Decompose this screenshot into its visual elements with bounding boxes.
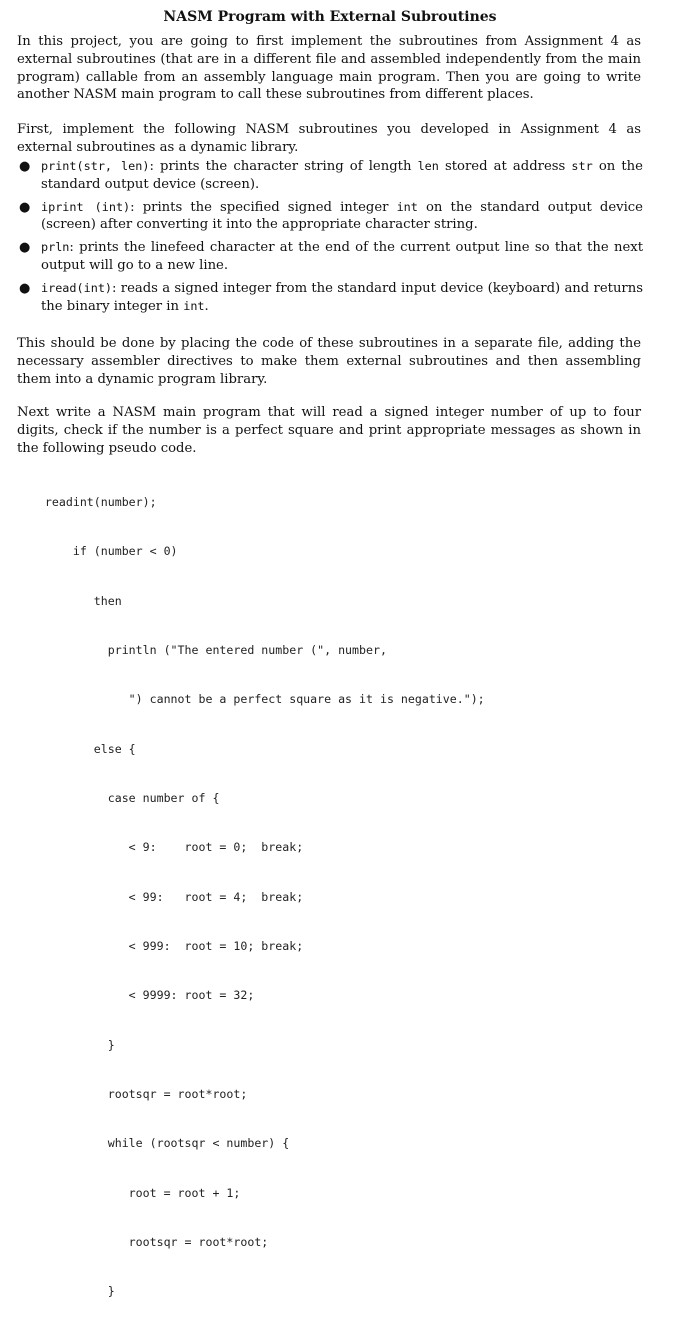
code-line: println ("The entered number (", number, (17, 642, 387, 657)
code-line: root = root + 1; (17, 1185, 241, 1200)
code-line: } (17, 1037, 115, 1052)
page-title: NASM Program with External Subroutines (163, 9, 497, 25)
code-line: < 9999: root = 32; (17, 988, 255, 1003)
code-line: } (17, 1284, 115, 1299)
code-line: rootsqr = root*root; (17, 1235, 269, 1250)
next-paragraph: Next write a NASM main program that will read a signed integer number of up to four digits, check if the number is a perfect square and print appropriate messages as shown in the following pseudo code. (17, 405, 641, 456)
subroutine-list (17, 158, 643, 320)
code-line: < 999: root = 10; break; (17, 939, 304, 953)
code-line: then (17, 593, 122, 608)
code-line: < 99: root = 4; break; (17, 889, 304, 904)
bullet-icon: ● (19, 240, 31, 256)
list-item: ● prln: prints the linefeed character at the end of the current output line so that the next output will go to a new line. (19, 240, 643, 273)
code-line: readint(number); (17, 494, 157, 509)
code-line: case number of { (17, 790, 220, 805)
code-line: ") cannot be a perfect square as it is negative."); (17, 692, 485, 707)
bullet-icon: ● (19, 199, 31, 215)
bullet-icon: ● (19, 159, 31, 174)
intro-paragraph: In this project, you are going to first implement the subroutines from Assignment 4 as external subroutines (that are in a different file and assembled independently from the main program) callable from an assembly language main program. Then you are going to write another NASM main program to call these subroutines from different places. (17, 34, 641, 103)
library-paragraph: This should be done by placing the code of these subroutines in a separate file, adding the necessary assembler directives to make them external subroutines and then assembling them into a dynamic program library. (17, 336, 641, 387)
bullet-icon: ● (19, 280, 31, 296)
code-line: if (number < 0) (17, 544, 178, 559)
first-paragraph: First, implement the following NASM subroutines you developed in Assignment 4 as external subroutines as a dynamic library. (17, 122, 641, 155)
code-line: else { (17, 741, 136, 756)
code-line: while (rootsqr < number) { (17, 1136, 290, 1151)
list-item: ● iprint (int): prints the specified signed integer int on the standard output device (screen) after converting it into the appropriate character string. (19, 199, 643, 233)
code-line: < 9: root = 0; break; (17, 840, 304, 855)
list-item: ● print(str, len): prints the character string of length len stored at address str on the standard output device (screen). (19, 159, 643, 192)
pseudo-code-block (17, 461, 643, 1333)
code-line: rootsqr = root*root; (17, 1087, 248, 1102)
list-item: ● iread(int): reads a signed integer from the standard input device (keyboard) and returns the binary integer in int. (19, 280, 643, 314)
